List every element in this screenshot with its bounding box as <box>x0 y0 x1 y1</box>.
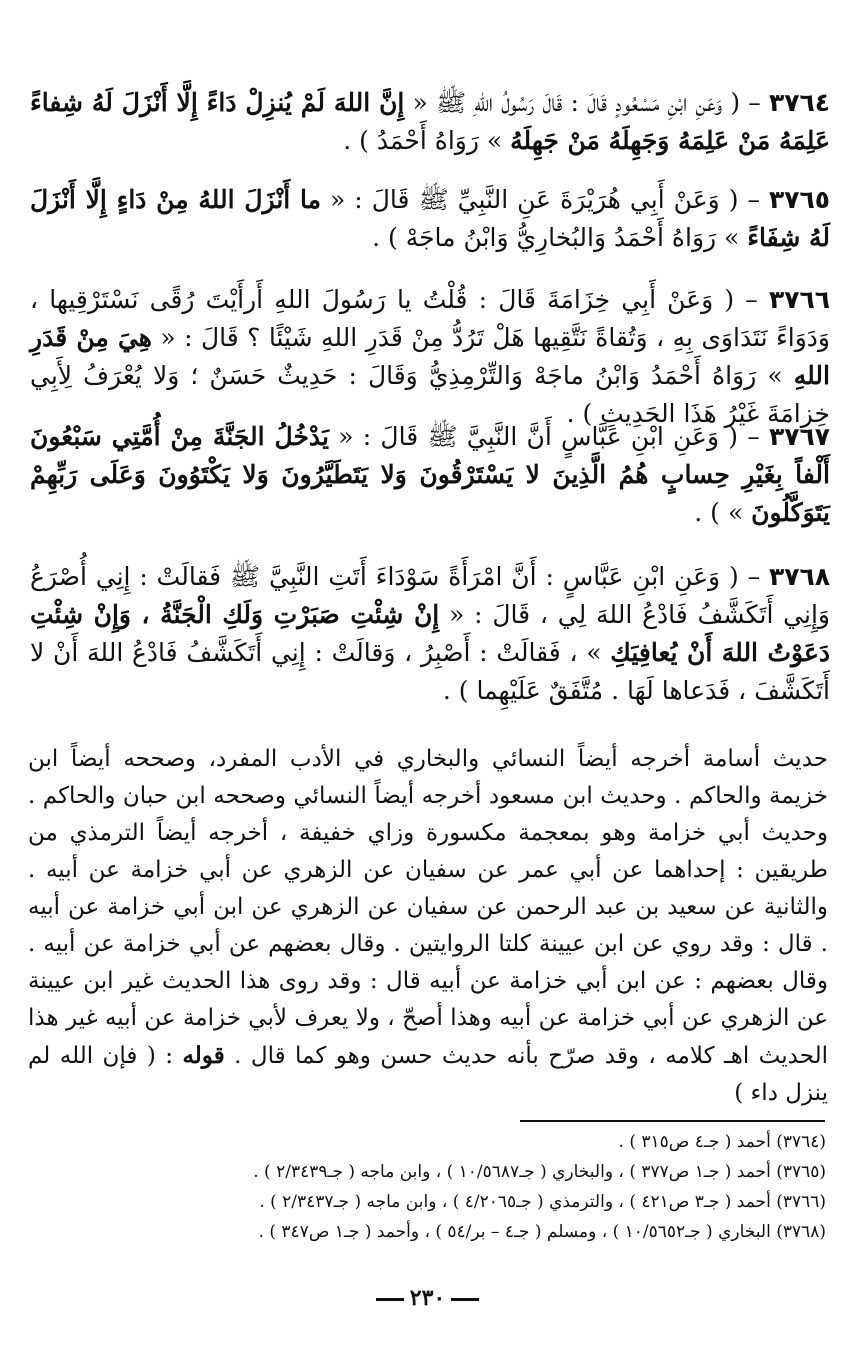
footnote: (٣٧٦٨) البخاري ( جـ١٠/٥٦٥٢ ) ، ومسلم ( جـ٤ – بر/٥٤ ) ، وأحمد ( جـ١ ص٣٤٧ ) . <box>258 1222 826 1242</box>
footnote: (٣٧٦٤) أحمد ( جـ٤ ص٣١٥ ) . <box>618 1132 826 1152</box>
hadith-intro: – ( وَعَنِ ابْنِ عَبَّاسٍ أَنَّ النَّبِيَّ ﷺ قَالَ : « <box>329 422 769 451</box>
hadith-intro: – ( وَعَنْ أَبِي هُرَيْرَةَ عَنِ النَّبِيِّ ﷺ قَالَ : « <box>321 185 769 214</box>
hadith-3765 <box>30 181 830 257</box>
hadith-quote: ما أَنْزَلَ اللهُ مِنْ دَاءٍ إِلَّا أَنْزَلَ لَهُ شِفَاءً <box>30 185 830 252</box>
hadith-number: ٣٧٦٧ <box>768 422 830 451</box>
hadith-3767 <box>30 418 830 532</box>
hadith-quote: إِنَّ اللهَ لَمْ يُنزِلْ دَاءً إِلَّا أَنْزَلَ لَهُ شِفاءً عَلِمَهُ مَنْ عَلِمَهُ وَجَهِلَهُ مَنْ جَهِلَهُ <box>30 88 830 155</box>
hadith-3766 <box>30 281 830 433</box>
hadith-number: ٣٧٦٤ <box>768 88 830 117</box>
hadith-intro: – ( وَعَنِ ابْنِ مَسْعُودٍ قَالَ : قَالَ رَسُولُ اللهِ ﷺ « <box>404 88 769 117</box>
commentary-tail: : ( فإن الله لم ينزل داء ) <box>28 1043 828 1106</box>
page-number-dash <box>376 1298 404 1301</box>
page-number <box>0 1285 855 1311</box>
hadith-intro: – ( وَعَنِ ابْنِ عَبَّاسٍ : أَنَّ امْرَأَةً سَوْدَاءَ أَتَتِ النَّبِيَّ ﷺ فَقالَتْ : إِنِي أُصْرَعُ وَإِنِي أَتَكَشَّفُ فَادْعُ اللهَ لِي ، قَالَ : « <box>30 562 831 629</box>
hadith-number: ٣٧٦٨ <box>768 562 830 591</box>
commentary <box>28 741 828 1112</box>
hadith-3764 <box>30 84 830 160</box>
hadith-3768 <box>30 558 830 710</box>
hadith-quote: يَدْخُلُ الجَنَّةَ مِنْ أُمَّتِي سَبْعُونَ أَلْفاً بِغَيْرِ حِسابٍ هُمُ الَّذِينَ لا يَسْتَرْقُونَ وَلا يَتَطَيَّرُونَ وَلا يَكْتَوُونَ وَعَلَى رَبِّهِمْ يَتَوَكَّلُونَ <box>30 422 830 527</box>
hadith-source: » رَوَاهُ أَحْمَدُ وَالبُخارِيُّ وَابْنُ ماجَهْ ) . <box>372 223 748 252</box>
page-number-text: ٢٣٠ <box>409 1285 446 1311</box>
footnote: (٣٧٦٥) أحمد ( جـ١ ص٣٧٧ ) ، والبخاري ( جـ١٠/٥٦٨٧ ) ، وابن ماجه ( جـ٢/٣٤٣٩ ) . <box>253 1162 826 1182</box>
hadith-source: » رَوَاهُ أَحْمَدُ وَابْنُ ماجَهْ وَالتِّرْمِذِيُّ وَقَالَ : حَدِيثٌ حَسَنٌ ؛ وَلا يُعْرَفُ لِأَبِي خِزامَةَ غَيْرُ هَذَا الحَدِيثِ ) . <box>30 361 830 428</box>
commentary-bold-word: قوله <box>182 1042 225 1069</box>
hadith-source: » ، فَقالَتْ : أَصْبِرُ ، وَقالَتْ : إِنِي أَتَكَشَّفُ فَادْعُ اللهَ أَنْ لا أَتَكَشَّفَ ، فَدَعاها لَهَا . مُتَّفَقٌ عَلَيْهِما ) . <box>30 638 830 705</box>
hadith-number: ٣٧٦٥ <box>768 185 831 214</box>
hadith-quote: هِيَ مِنْ قَدَرِ اللهِ <box>30 323 830 390</box>
footnote: (٣٧٦٦) أحمد ( جـ٣ ص٤٢١ ) ، والترمذي ( جـ٤/٢٠٦٥ ) ، وابن ماجه ( جـ٢/٣٤٣٧ ) . <box>259 1192 826 1212</box>
hadith-quote: إِنْ شِئْتِ صَبَرْتِ وَلَكِ الْجَنَّةُ ، وَإِنْ شِئْتِ دَعَوْتُ اللهَ أَنْ يُعافِيَكِ <box>30 600 830 667</box>
commentary-text: حديث أسامة أخرجه أيضاً النسائي والبخاري في الأدب المفرد، وصححه أيضاً ابن خزيمة والحاكم . وحديث ابن مسعود أخرجه أيضاً النسائي وصححه ابن حبان والحاكم . وحديث أبي خزامة وهو بمعجمة مكسورة وزاي خفيفة ، أخرجه أيضاً الترمذي من طريقين : إحداهما عن أبي عمر عن سفيان عن الزهري عن أبي خزامة عن أبيه . والثانية عن سعيد بن عبد الرحمن عن سفيان عن الزهري عن ابن أبي خزامة عن أبيه . قال : وقد روي عن ابن عيينة كلتا الروايتين . وقال بعضهم عن أبي خزامة عن أبيه . وقال بعضهم : عن ابن أبي خزامة عن أبيه قال : وقد روى هذا الحديث غير ابن عيينة عن الزهري عن أبي خزامة عن أبيه وهذا أصحّ ، ولا يعرف لأبي خزامة عن أبيه غير هذا الحديث اهـ كلامه ، وقد صرّح بأنه حديث حسن وهو كما قال . <box>28 746 828 1069</box>
hadith-source: » ) . <box>694 498 752 527</box>
footnotes <box>60 1127 826 1247</box>
page-number-dash <box>451 1298 479 1301</box>
hadith-source: » رَوَاهُ أَحْمَدُ ) . <box>343 126 511 155</box>
hadith-number: ٣٧٦٦ <box>768 285 830 314</box>
hadith-intro: – ( وَعَنْ أَبِي خِزَامَةَ قَالَ : قُلْتُ يا رَسُولَ اللهِ أَرأَيْتَ رُقًى نَسْتَرْقِيها ، وَدَوَاءً نَتَدَاوَى بِهِ ، وَتُقاةً نَتَّقِيها هَلْ تَرُدُّ مِنْ قَدَرِ اللهِ شَيْئًا ؟ قَالَ : « <box>30 285 830 352</box>
footnote-divider <box>520 1120 825 1122</box>
